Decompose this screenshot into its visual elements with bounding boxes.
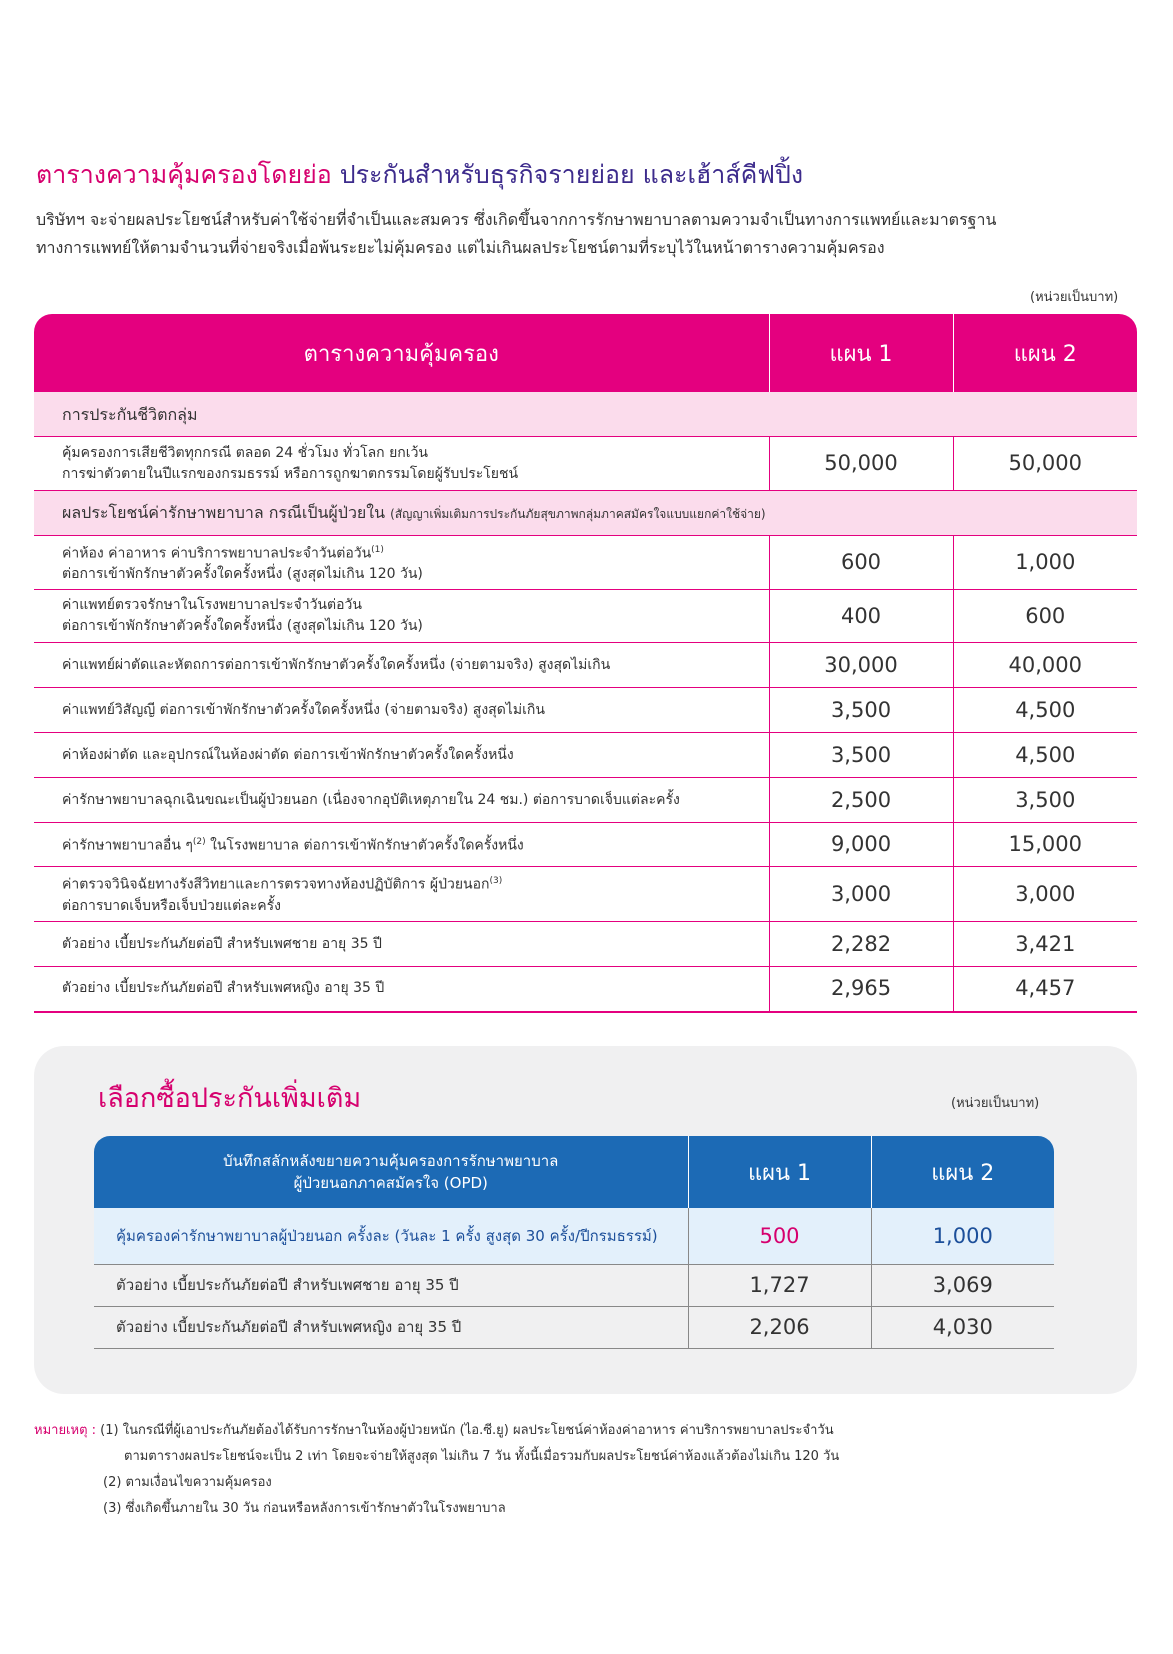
plan-2-value: 4,030 bbox=[871, 1306, 1054, 1348]
unit-label-main: (หน่วยเป็นบาท) bbox=[1030, 290, 1119, 305]
plan-2-value: 50,000 bbox=[953, 437, 1137, 491]
row-description: ค่าห้องผ่าตัด และอุปกรณ์ในห้องผ่าตัด ต่อการเข้าพักรักษาตัวครั้งใดครั้งหนึ่ง bbox=[34, 733, 769, 778]
section-inpatient-sub: (สัญญาเพิ่มเติมการประกันภัยสุขภาพกลุ่มภาคสมัครใจแบบแยกค่าใช้จ่าย) bbox=[390, 506, 766, 521]
row-line-2: การฆ่าตัวตายในปีแรกของกรมธรรม์ หรือการถูกฆาตกรรมโดยผู้รับประโยชน์ bbox=[62, 465, 519, 482]
note-1-line-2: ตามตารางผลประโยชน์จะเป็น 2 เท่า โดยจะจ่ายให้สูงสุด ไม่เกิน 7 วัน ทั้งนี้เมื่อรวมกับผลประโยชน์ค่าห้องแล้วต้องไม่เกิน 120 วัน bbox=[124, 1449, 840, 1464]
coverage-table-header bbox=[34, 314, 1137, 392]
header-coverage: ตารางความคุ้มครอง bbox=[34, 314, 769, 392]
section-inpatient bbox=[34, 491, 1137, 536]
plan-1-value: 3,000 bbox=[769, 867, 953, 922]
plan-1-value: 2,206 bbox=[688, 1306, 871, 1348]
row-line-1 bbox=[62, 540, 769, 565]
row-line-2: ต่อการเข้าพักรักษาตัวครั้งใดครั้งหนึ่ง (สูงสุดไม่เกิน 120 วัน) bbox=[62, 618, 423, 634]
plan-2-value: 3,069 bbox=[871, 1264, 1054, 1306]
page-title bbox=[36, 158, 803, 192]
table-row bbox=[34, 778, 1137, 823]
row-description: ค่าแพทย์ผ่าตัดและหัตถการต่อการเข้าพักรักษาตัวครั้งใดครั้งหนึ่ง (จ่ายตามจริง) สูงสุดไม่เกิน bbox=[34, 643, 769, 688]
plan-2-value: 3,500 bbox=[953, 778, 1137, 823]
footnote-ref: (1) bbox=[371, 544, 384, 555]
row-description: ตัวอย่าง เบี้ยประกันภัยต่อปี สำหรับเพศชาย อายุ 35 ปี bbox=[94, 1264, 688, 1306]
unit-label-opd: (หน่วยเป็นบาท) bbox=[951, 1096, 1040, 1111]
opd-table-header bbox=[94, 1136, 1054, 1208]
plan-2-value: 3,421 bbox=[953, 922, 1137, 967]
plan-1-value: 500 bbox=[688, 1208, 871, 1264]
opd-header-plan-2: แผน 2 bbox=[871, 1136, 1054, 1208]
plan-2-value: 4,457 bbox=[953, 967, 1137, 1012]
plan-1-value: 600 bbox=[769, 536, 953, 590]
plan-1-value: 3,500 bbox=[769, 733, 953, 778]
table-row bbox=[34, 867, 1137, 922]
title-part1: ตารางความคุ้มครองโดยย่อ bbox=[36, 160, 332, 189]
plan-2-value: 600 bbox=[953, 590, 1137, 643]
intro-paragraph bbox=[36, 206, 1146, 262]
row-text: ค่ารักษาพยาบาลอื่น ๆ bbox=[62, 837, 193, 854]
table-row bbox=[94, 1306, 1054, 1348]
opd-table bbox=[94, 1136, 1054, 1349]
title-part2: ประกันสำหรับธุรกิจรายย่อย และเฮ้าส์คีฟปิ้ง bbox=[339, 160, 804, 189]
row-description bbox=[34, 590, 769, 643]
opd-header-label bbox=[94, 1136, 688, 1208]
plan-2-value: 1,000 bbox=[953, 536, 1137, 590]
header-plan-2: แผน 2 bbox=[953, 314, 1137, 392]
row-line-1: คุ้มครองการเสียชีวิตทุกกรณี ตลอด 24 ชั่วโมง ทั่วโลก ยกเว้น bbox=[62, 444, 429, 461]
table-row bbox=[94, 1208, 1054, 1264]
row-description: ตัวอย่าง เบี้ยประกันภัยต่อปี สำหรับเพศหญิง อายุ 35 ปี bbox=[34, 967, 769, 1012]
row-line-2: ต่อการเข้าพักรักษาตัวครั้งใดครั้งหนึ่ง (สูงสุดไม่เกิน 120 วัน) bbox=[62, 566, 423, 583]
table-row bbox=[34, 733, 1137, 778]
row-description: ตัวอย่าง เบี้ยประกันภัยต่อปี สำหรับเพศชาย อายุ 35 ปี bbox=[34, 922, 769, 967]
plan-1-value: 1,727 bbox=[688, 1264, 871, 1306]
table-row bbox=[34, 823, 1137, 867]
row-description bbox=[34, 867, 769, 922]
section-inpatient-main: ผลประโยชน์ค่ารักษาพยาบาล กรณีเป็นผู้ป่วยใน bbox=[62, 502, 386, 522]
table-row bbox=[34, 643, 1137, 688]
plan-1-value: 30,000 bbox=[769, 643, 953, 688]
row-description bbox=[34, 437, 769, 491]
notes-label: หมายเหตุ : bbox=[34, 1423, 97, 1438]
table-row bbox=[34, 590, 1137, 643]
plan-1-value: 50,000 bbox=[769, 437, 953, 491]
row-description: ค่าแพทย์วิสัญญี ต่อการเข้าพักรักษาตัวครั้งใดครั้งหนึ่ง (จ่ายตามจริง) สูงสุดไม่เกิน bbox=[34, 688, 769, 733]
row-line-1: ค่าแพทย์ตรวจรักษาในโรงพยาบาลประจำวันต่อวัน bbox=[62, 597, 362, 613]
row-description: ตัวอย่าง เบี้ยประกันภัยต่อปี สำหรับเพศหญิง อายุ 35 ปี bbox=[94, 1306, 688, 1348]
section-group-life bbox=[34, 392, 1137, 437]
plan-1-value: 9,000 bbox=[769, 823, 953, 867]
footnotes bbox=[34, 1418, 839, 1522]
row-line-1 bbox=[62, 871, 769, 896]
note-3: (3) ซึ่งเกิดขึ้นภายใน 30 วัน ก่อนหรือหลังการเข้ารักษาตัวในโรงพยาบาล bbox=[103, 1501, 506, 1516]
opd-section bbox=[34, 1046, 1137, 1394]
note-1-text: (1) ในกรณีที่ผู้เอาประกันภัยต้องได้รับการรักษาในห้องผู้ป่วยหนัก (ไอ.ซี.ยู) ผลประโยชน์ค่าห้องค่าอาหาร ค่าบริการพยาบาลประจำวัน bbox=[100, 1423, 834, 1438]
table-row bbox=[94, 1264, 1054, 1306]
plan-2-value: 15,000 bbox=[953, 823, 1137, 867]
note-1-line-1 bbox=[34, 1418, 839, 1444]
plan-1-value: 3,500 bbox=[769, 688, 953, 733]
table-row bbox=[34, 967, 1137, 1012]
section-inpatient-label bbox=[34, 491, 1137, 536]
table-row bbox=[34, 437, 1137, 491]
intro-line-1: บริษัทฯ จะจ่ายผลประโยชน์สำหรับค่าใช้จ่ายที่จำเป็นและสมควร ซึ่งเกิดขึ้นจากการรักษาพยาบาลตามความจำเป็นทางการแพทย์และมาตรฐาน bbox=[36, 210, 997, 229]
plan-2-value: 4,500 bbox=[953, 688, 1137, 733]
opd-header-plan-1: แผน 1 bbox=[688, 1136, 871, 1208]
opd-header-line-1: บันทึกสลักหลังขยายความคุ้มครองการรักษาพยาบาล bbox=[223, 1152, 559, 1170]
row-description bbox=[34, 536, 769, 590]
table-row bbox=[34, 688, 1137, 733]
row-line-2: ต่อการบาดเจ็บหรือเจ็บป่วยแต่ละครั้ง bbox=[62, 897, 281, 914]
table-row bbox=[34, 922, 1137, 967]
plan-1-value: 400 bbox=[769, 590, 953, 643]
opd-title: เลือกซื้อประกันเพิ่มเติม bbox=[98, 1083, 362, 1114]
plan-1-value: 2,965 bbox=[769, 967, 953, 1012]
footnote-ref: (2) bbox=[192, 837, 206, 848]
section-group-life-label: การประกันชีวิตกลุ่ม bbox=[34, 392, 1137, 437]
row-description bbox=[34, 823, 769, 867]
note-2: (2) ตามเงื่อนไขความคุ้มครอง bbox=[103, 1475, 272, 1490]
intro-line-2: ทางการแพทย์ให้ตามจำนวนที่จ่ายจริงเมื่อพ้นระยะไม่คุ้มครอง แต่ไม่เกินผลประโยชน์ตามที่ระบุไว้ในหน้าตารางความคุ้มครอง bbox=[36, 238, 885, 257]
plan-1-value: 2,282 bbox=[769, 922, 953, 967]
table-row bbox=[34, 536, 1137, 590]
row-text: ค่าห้อง ค่าอาหาร ค่าบริการพยาบาลประจำวันต่อวัน bbox=[62, 545, 372, 562]
footnote-ref: (3) bbox=[489, 876, 503, 887]
row-text: ค่าตรวจวินิจฉัยทางรังสีวิทยาและการตรวจทางห้องปฏิบัติการ ผู้ป่วยนอก bbox=[62, 876, 490, 893]
coverage-table bbox=[34, 314, 1137, 1013]
plan-2-value: 40,000 bbox=[953, 643, 1137, 688]
row-text-cont: ในโรงพยาบาล ต่อการเข้าพักรักษาตัวครั้งใดครั้งหนึ่ง bbox=[205, 837, 524, 854]
plan-2-value: 3,000 bbox=[953, 867, 1137, 922]
row-description: ค่ารักษาพยาบาลฉุกเฉินขณะเป็นผู้ป่วยนอก (เนื่องจากอุบัติเหตุภายใน 24 ชม.) ต่อการบาดเจ็บแต่ละครั้ง bbox=[34, 778, 769, 823]
plan-1-value: 2,500 bbox=[769, 778, 953, 823]
plan-2-value: 4,500 bbox=[953, 733, 1137, 778]
row-description: คุ้มครองค่ารักษาพยาบาลผู้ป่วยนอก ครั้งละ (วันละ 1 ครั้ง สูงสุด 30 ครั้ง/ปีกรมธรรม์) bbox=[94, 1208, 688, 1264]
plan-2-value: 1,000 bbox=[871, 1208, 1054, 1264]
opd-header-line-2: ผู้ป่วยนอกภาคสมัครใจ (OPD) bbox=[293, 1174, 488, 1192]
header-plan-1: แผน 1 bbox=[769, 314, 953, 392]
